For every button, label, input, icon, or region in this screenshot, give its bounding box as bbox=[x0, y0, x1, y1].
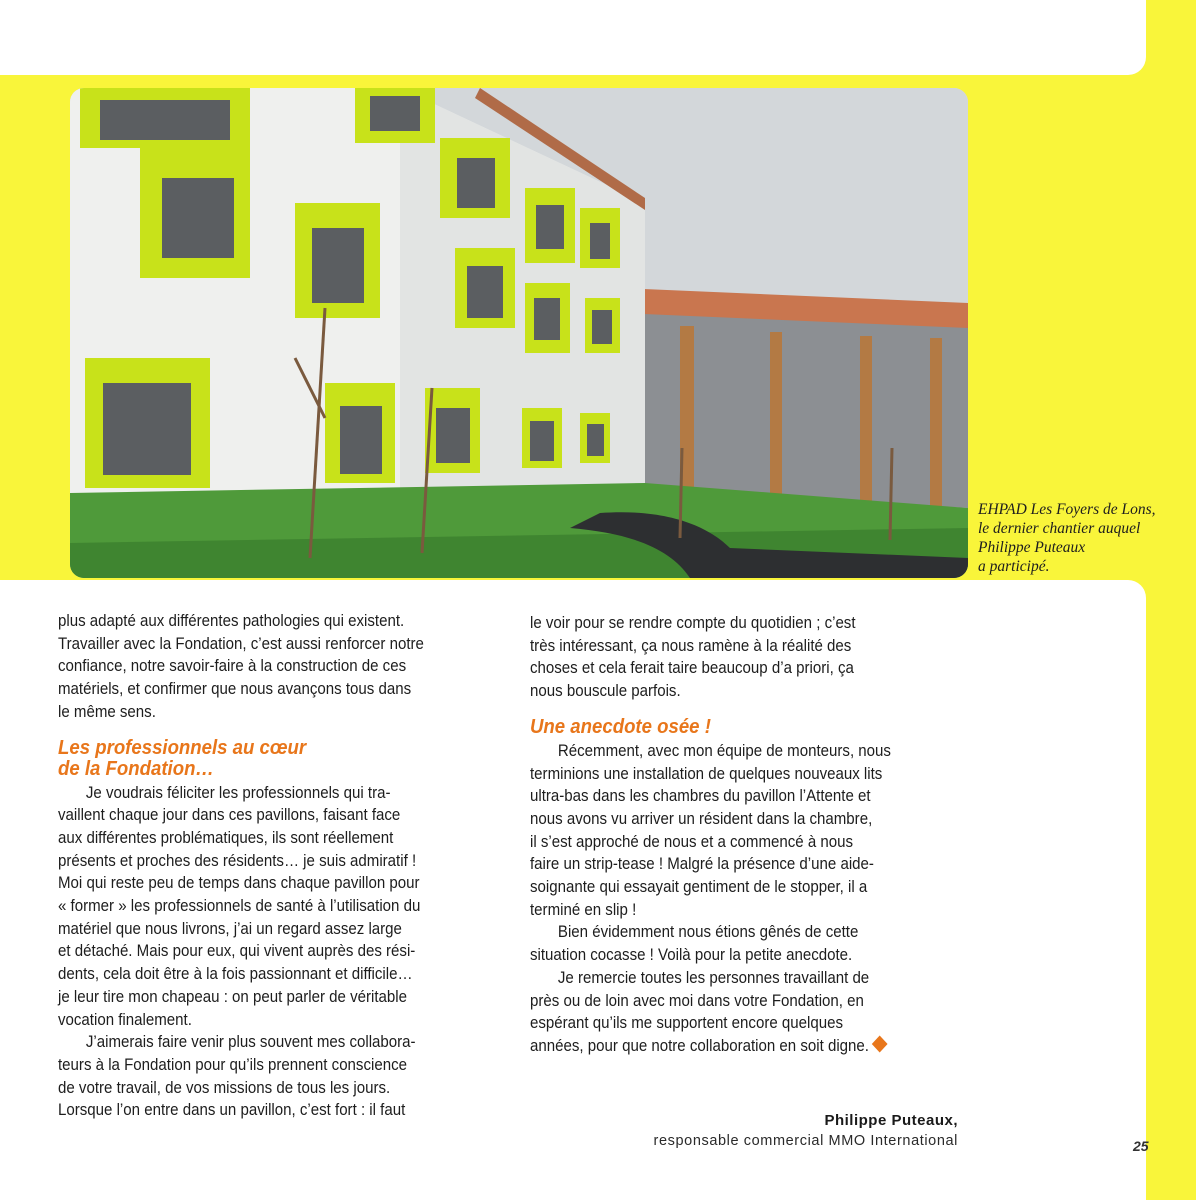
caption-line: EHPAD Les Foyers de Lons, bbox=[978, 501, 1156, 518]
text-line: vocation finalement. bbox=[58, 1010, 192, 1029]
text-line: aux différentes problématiques, ils sont réellement bbox=[58, 828, 394, 847]
text-line: terminions une installation de quelques nouveaux lits bbox=[530, 764, 883, 783]
text-line: faire un strip-tease ! Malgré la présence d’une aide- bbox=[530, 855, 874, 874]
paragraph bbox=[58, 1031, 504, 1122]
text-line: nous avons vu arriver un résident dans la chambre, bbox=[530, 809, 873, 828]
text-line: « former » les professionnels de santé à l’utilisation du bbox=[58, 897, 421, 916]
diamond-icon bbox=[872, 1035, 888, 1052]
heading-line: Les professionnels au cœur bbox=[58, 736, 307, 759]
text-line: espérant qu’ils me supportent encore quelques bbox=[530, 1014, 844, 1033]
caption-line: a participé. bbox=[978, 558, 1050, 575]
author-role: responsable commercial MMO International bbox=[653, 1133, 958, 1149]
text-line: très intéressant, ça nous ramène à la réalité des bbox=[530, 636, 852, 655]
top-white-panel bbox=[0, 0, 1146, 75]
text-line: Je voudrais féliciter les professionnels qui tra- bbox=[85, 783, 391, 802]
section-heading bbox=[58, 738, 504, 780]
paragraph bbox=[58, 782, 504, 1032]
text-line: Je remercie toutes les personnes travaillant de bbox=[557, 968, 870, 987]
paragraph bbox=[58, 610, 504, 724]
text-line: Bien évidemment nous étions gênés de cette bbox=[557, 923, 859, 942]
text-line: le même sens. bbox=[58, 702, 156, 721]
heading-line: Une anecdote osée ! bbox=[530, 715, 711, 738]
caption-line: Philippe Puteaux bbox=[978, 539, 1086, 556]
text-line: ultra-bas dans les chambres du pavillon l’Attente et bbox=[530, 787, 871, 806]
text-line: choses et cela ferait taire beaucoup d’a priori, ça bbox=[530, 659, 854, 678]
text-line: Lorsque l’on entre dans un pavillon, c’est fort : il faut bbox=[58, 1101, 406, 1120]
paragraph bbox=[530, 740, 963, 922]
building-photo bbox=[70, 88, 968, 578]
text-line: Travailler avec la Fondation, c’est aussi renforcer notre bbox=[58, 634, 424, 653]
text-line: le voir pour se rendre compte du quotidien ; c’est bbox=[530, 614, 856, 632]
text-line: nous bouscule parfois. bbox=[530, 682, 681, 701]
text-line: J’aimerais faire venir plus souvent mes collabora- bbox=[85, 1033, 416, 1052]
author-signature bbox=[654, 1112, 958, 1149]
text-line: vaillent chaque jour dans ces pavillons, faisant face bbox=[58, 806, 401, 825]
text-line: plus adapté aux différentes pathologies qui existent. bbox=[58, 612, 405, 630]
text-line: près ou de loin avec moi dans votre Fondation, en bbox=[530, 991, 864, 1010]
photo-caption bbox=[978, 500, 1188, 576]
paragraph bbox=[530, 921, 963, 966]
text-line: teurs à la Fondation pour qu’ils prennent conscience bbox=[58, 1055, 407, 1074]
text-line: je leur tire mon chapeau : on peut parler de véritable bbox=[58, 987, 407, 1006]
paragraph bbox=[530, 967, 963, 1058]
paragraph bbox=[530, 612, 963, 703]
text-line: Moi qui reste peu de temps dans chaque pavillon pour bbox=[58, 874, 420, 893]
text-line: matériel que nous livrons, j’ai un regard assez large bbox=[58, 919, 402, 938]
text-line: dents, cela doit être à la fois passionnant et difficile… bbox=[58, 965, 413, 984]
text-line: confiance, notre savoir-faire à la construction de ces bbox=[58, 657, 407, 676]
section-heading bbox=[530, 717, 963, 738]
text-line: Récemment, avec mon équipe de monteurs, nous bbox=[557, 741, 891, 760]
article-left-column bbox=[58, 610, 504, 1122]
article-right-column bbox=[530, 612, 963, 1058]
text-line: soignante qui essayait gentiment de le stopper, il a bbox=[530, 878, 868, 897]
heading-line: de la Fondation… bbox=[58, 757, 215, 780]
author-name: Philippe Puteaux, bbox=[824, 1112, 958, 1129]
text-line: de votre travail, de vos missions de tous les jours. bbox=[58, 1078, 391, 1097]
page-number: 25 bbox=[1133, 1138, 1149, 1154]
text-line: présents et proches des résidents… je suis admiratif ! bbox=[58, 851, 417, 870]
text-line: matériels, et confirmer que nous avançons tous dans bbox=[58, 680, 412, 699]
text-line: terminé en slip ! bbox=[530, 900, 637, 919]
caption-line: le dernier chantier auquel bbox=[978, 520, 1141, 537]
text-line: années, pour que notre collaboration en soit digne. bbox=[530, 1036, 869, 1055]
text-line: et détaché. Mais pour eux, qui vivent auprès des rési- bbox=[58, 942, 416, 961]
text-line: situation cocasse ! Voilà pour la petite anecdote. bbox=[530, 946, 853, 965]
text-line: il s’est approché de nous et a commencé à nous bbox=[530, 832, 854, 851]
